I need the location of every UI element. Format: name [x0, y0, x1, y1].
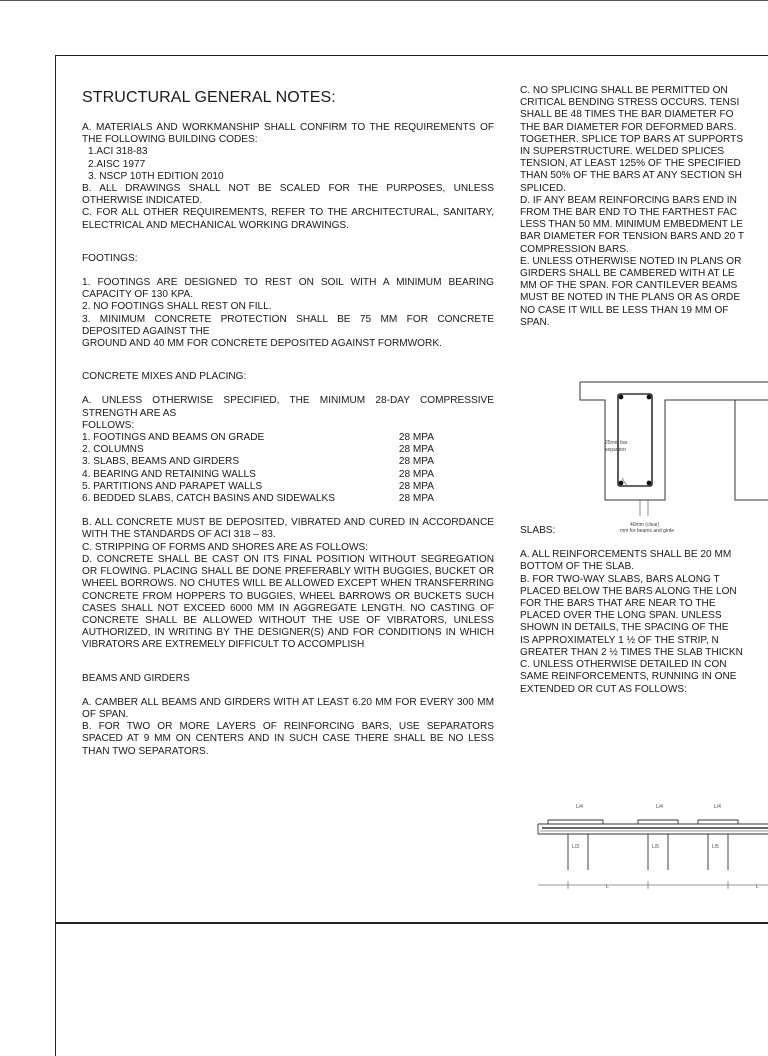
- note-line: IN SUPERSTRUCTURE. WELDED SPLICES: [520, 146, 725, 158]
- footings-heading: FOOTINGS:: [82, 252, 138, 264]
- note-line: TENSION, AT LEAST 125% OF THE SPECIFIED: [520, 158, 741, 170]
- mix-row: [82, 456, 434, 468]
- note-line: PLACED OVER THE LONG SPAN. UNLESS: [520, 610, 722, 622]
- concrete-mix-table: [82, 432, 494, 505]
- mix-item: 3. SLABS, BEAMS AND GIRDERS: [82, 456, 240, 468]
- note-line: A. ALL REINFORCEMENTS SHALL BE 20 MM: [520, 549, 732, 561]
- top-border-line: [0, 0, 768, 1]
- note-line: NO CASE IT WILL BE LESS THAN 19 MM OF: [520, 304, 729, 316]
- materials-note-b: B. ALL DRAWINGS SHALL NOT BE SCALED FOR THE PURPOSES, UNLESS OTHERWISE INDICATED.: [82, 183, 494, 207]
- figure-label: 40mm (clear): [630, 522, 660, 528]
- beams-heading: BEAMS AND GIRDERS: [82, 672, 190, 684]
- mix-item: 1. FOOTINGS AND BEAMS ON GRADE: [82, 432, 265, 444]
- mix-item: 6. BEDDED SLABS, CATCH BASINS AND SIDEWALKS: [82, 493, 335, 505]
- title-block-divider: [55, 922, 768, 924]
- code-item: 1.ACI 318-83: [88, 146, 148, 158]
- concrete-note-b: B. ALL CONCRETE MUST BE DEPOSITED, VIBRATED AND CURED IN ACCORDANCE WITH THE STANDARDS OF ACI 318 – 83.: [82, 517, 494, 541]
- note-line: PLACED BELOW THE BARS ALONG THE LON: [520, 585, 737, 597]
- concrete-note-c: C. STRIPPING OF FORMS AND SHORES ARE AS FOLLOWS:: [82, 541, 369, 553]
- mix-row: [82, 444, 434, 456]
- slabs-note-a: [520, 549, 768, 573]
- note-line: C. NO SPLICING SHALL BE PERMITTED ON: [520, 85, 728, 96]
- note-line: SHALL BE 48 TIMES THE BAR DIAMETER FO: [520, 109, 734, 121]
- note-line: E. UNLESS OTHERWISE NOTED IN PLANS OR: [520, 255, 742, 267]
- note-line: TOGETHER. SPLICE TOP BARS AT SUPPORTS: [520, 133, 744, 145]
- footings-item: 2. NO FOOTINGS SHALL REST ON FILL.: [82, 301, 272, 313]
- dimension-label: L: [606, 884, 609, 890]
- note-line: SHOWN IN DETAILS, THE SPACING OF THE: [520, 622, 729, 634]
- mix-row: [82, 481, 434, 493]
- footings-item: GROUND AND 40 MM FOR CONCRETE DEPOSITED AGAINST FORMWORK.: [82, 338, 442, 350]
- mix-item: 4. BEARING AND RETAINING WALLS: [82, 468, 256, 480]
- beam-section-detail: [575, 380, 768, 540]
- mix-strength: 28 MPA: [398, 456, 434, 468]
- mix-row: [82, 493, 434, 505]
- code-item: 2.AISC 1977: [88, 158, 146, 170]
- note-line: EXTENDED OR CUT AS FOLLOWS:: [520, 683, 687, 695]
- note-line: SPAN.: [520, 316, 550, 328]
- mix-strength: 28 MPA: [398, 468, 434, 480]
- code-item: 3. NSCP 10TH EDITION 2010: [88, 170, 224, 182]
- note-line: SAME REINFORCEMENTS, RUNNING IN ONE: [520, 671, 737, 683]
- note-line: GREATER THAN 2 ½ TIMES THE SLAB THICKN: [520, 646, 743, 658]
- dimension-label: L/4: [714, 804, 721, 810]
- mix-row: [82, 469, 434, 481]
- slabs-heading: SLABS:: [520, 525, 556, 537]
- camber-note-e: [520, 256, 768, 329]
- footings-item: 1. FOOTINGS ARE DESIGNED TO REST ON SOIL WITH A MINIMUM BEARING CAPACITY OF 130 KPA.: [82, 277, 494, 301]
- figure-label: separator: [605, 447, 627, 453]
- note-line: LESS THAN 50 MM. MINIMUM EMBEDMENT LE: [520, 219, 743, 231]
- concrete-intro-follows: FOLLOWS:: [82, 419, 135, 431]
- figure-label: 25mm bar: [605, 440, 628, 446]
- materials-note-c: C. FOR ALL OTHER REQUIREMENTS, REFER TO THE ARCHITECTURAL, SANITARY, ELECTRICAL AND MECHANICAL WORKING DRAWINGS.: [82, 207, 494, 231]
- note-line: SPLICED.: [520, 182, 566, 194]
- note-line: D. IF ANY BEAM REINFORCING BARS END IN: [520, 194, 737, 206]
- note-line: MM OF THE SPAN. FOR CANTILEVER BEAMS: [520, 280, 738, 292]
- note-line: FOR THE BARS THAT ARE NEAR TO THE: [520, 598, 716, 610]
- slab-reinforcement-detail: [528, 800, 768, 892]
- mix-row: [82, 432, 434, 444]
- materials-note-a: A. MATERIALS AND WORKMANSHIP SHALL CONFIRM TO THE REQUIREMENTS OF THE FOLLOWING BUILDING CODES:: [82, 122, 494, 146]
- embedment-note-d: [520, 195, 768, 256]
- note-line: B. FOR TWO-WAY SLABS, BARS ALONG T: [520, 573, 720, 585]
- concrete-intro: A. UNLESS OTHERWISE SPECIFIED, THE MINIMUM 28-DAY COMPRESSIVE STRENGTH ARE AS: [82, 395, 494, 419]
- note-line: FROM THE BAR END TO THE FARTHEST FAC: [520, 207, 738, 219]
- dimension-label: L/5: [652, 844, 659, 850]
- note-line: BOTTOM OF THE SLAB.: [520, 561, 635, 573]
- dimension-label: L/4: [576, 804, 583, 810]
- beams-note-a: A. CAMBER ALL BEAMS AND GIRDERS WITH AT LEAST 6.20 MM FOR EVERY 300 MM OF SPAN.: [82, 696, 494, 720]
- mix-item: 5. PARTITIONS AND PARAPET WALLS: [82, 480, 263, 492]
- dimension-label: L/4: [656, 804, 663, 810]
- note-line: BAR DIAMETER FOR TENSION BARS AND 20 T: [520, 231, 744, 243]
- slabs-note-b: [520, 574, 768, 659]
- note-line: C. UNLESS OTHERWISE DETAILED IN CON: [520, 659, 727, 671]
- beams-note-b: B. FOR TWO OR MORE LAYERS OF REINFORCING BARS, USE SEPARATORS SPACED AT 9 MM ON CENTERS AND IN SUCH CASE THERE SHALL BE NO LESS THAN TWO SEPARATORS.: [82, 721, 494, 757]
- slabs-note-c: [520, 659, 768, 696]
- mix-strength: 28 MPA: [398, 480, 434, 492]
- page-title: STRUCTURAL GENERAL NOTES:: [82, 89, 336, 106]
- dimension-label: L/5: [712, 844, 719, 850]
- note-line: COMPRESSION BARS.: [520, 243, 629, 255]
- mix-strength: 28 MPA: [398, 493, 434, 505]
- mix-strength: 28 MPA: [398, 432, 434, 444]
- note-line: GIRDERS SHALL BE CAMBERED WITH AT LE: [520, 268, 735, 280]
- splicing-note-c: [520, 85, 768, 195]
- dimension-label: L: [756, 884, 759, 890]
- mix-item: 2. COLUMNS: [82, 444, 144, 456]
- concrete-note-d: D. CONCRETE SHALL BE CAST ON ITS FINAL POSITION WITHOUT SEGREGATION OR FLOWING. PLACING SHALL BE DONE PREFERABLY WITH BUGGIES, BUCKET OR WHEEL BORROWS. NO CHUTES WILL BE ALLOWED EXCEPT WHEN TRANSFERRING CONCRETE FROM HOPPERS TO BUGGIES, WHEEL BARROWS OR BUCKETS SUCH CASES SHALL NOT EXCEED 6000 MM IN AGGREGATE LENGTH. NO CASTING OF CONCRETE SHALL BE ALLOWED WITHOUT THE USE OF VIBRATORS, UNLESS AUTHORIZED, IN WRITING BY THE DESIGNER(S) AND FOR CONDITIONS IN WHICH VIBRATORS ARE EXTREMELY DIFFICULT TO ACCOMPLISH: [82, 553, 494, 651]
- figure-label: mm for beams and girde: [620, 528, 675, 534]
- note-line: THE BAR DIAMETER FOR DEFORMED BARS.: [520, 121, 737, 133]
- dimension-label: L/3: [572, 844, 579, 850]
- mix-strength: 28 MPA: [398, 444, 434, 456]
- concrete-heading: CONCRETE MIXES AND PLACING:: [82, 371, 247, 383]
- note-line: IS APPROXIMATELY 1 ½ OF THE STRIP, N: [520, 634, 719, 646]
- note-line: MUST BE NOTED IN THE PLANS OR AS ORDE: [520, 292, 741, 304]
- note-line: THAN 50% OF THE BARS AT ANY SECTION SH: [520, 170, 742, 182]
- note-line: CRITICAL BENDING STRESS OCCURS. TENSI: [520, 97, 740, 109]
- footings-item: 3. MINIMUM CONCRETE PROTECTION SHALL BE 75 MM FOR CONCRETE DEPOSITED AGAINST THE: [82, 313, 494, 337]
- left-column: [82, 88, 494, 758]
